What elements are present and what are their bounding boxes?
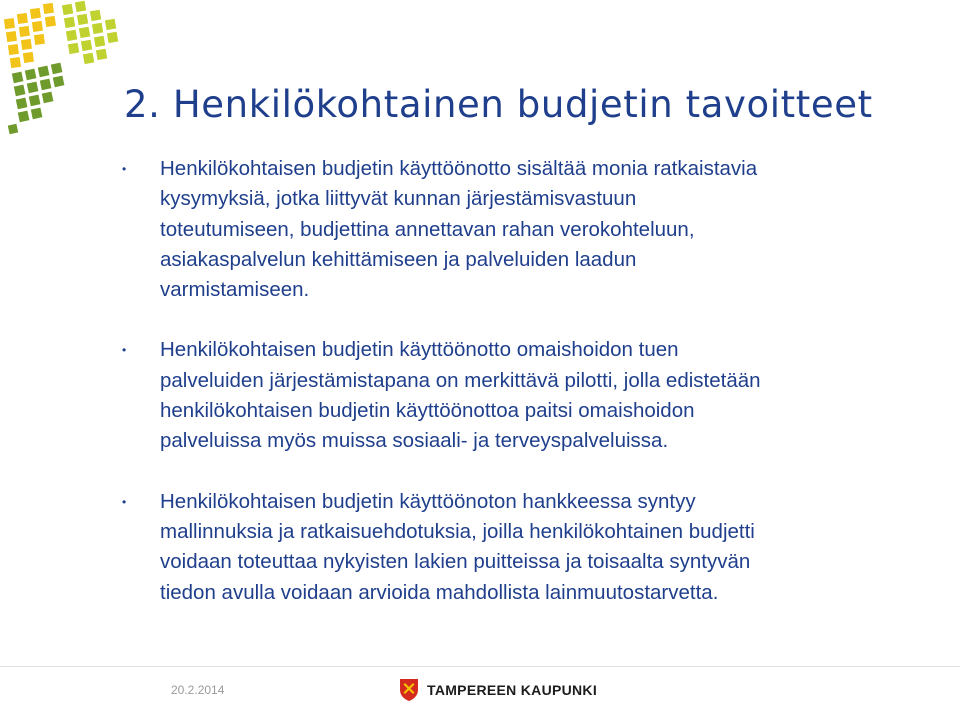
bullet-dot-icon: • xyxy=(122,494,127,509)
bullet-list xyxy=(122,154,942,608)
footer-divider xyxy=(0,666,960,667)
bullet-dot-icon: • xyxy=(122,343,127,358)
bullet-line: Henkilökohtaisen budjetin käyttöönoton hankkeessa syntyy xyxy=(160,489,696,513)
bullet-line: palveluissa myös muissa sosiaali- ja terveyspalveluissa. xyxy=(160,429,669,453)
bullet-line: henkilökohtaisen budjetin käyttöönottoa paitsi omaishoidon xyxy=(160,399,695,423)
bullet-line: voidaan toteuttaa nykyisten lakien puitteissa ja toisaalta syntyvän xyxy=(160,550,751,574)
bullet-line: Henkilökohtaisen budjetin käyttöönotto omaishoidon tuen xyxy=(160,338,679,362)
bullet-line: varmistamiseen. xyxy=(160,278,310,302)
slide-title: 2. Henkilökohtainen budjetin tavoitteet xyxy=(124,83,873,126)
bullet-line: mallinnuksia ja ratkaisuehdotuksia, joilla henkilökohtainen budjetti xyxy=(160,519,755,543)
bullet-line: toteutumiseen, budjettina annettavan rahan verokohteluun, xyxy=(160,217,695,241)
bullet-line: Henkilökohtaisen budjetin käyttöönotto sisältää monia ratkaistavia xyxy=(160,157,758,180)
bullet-line: asiakaspalvelun kehittämiseen ja palveluiden laadun xyxy=(160,247,637,271)
bullet-item xyxy=(122,487,942,608)
bullet-item xyxy=(122,335,942,456)
bullet-line: kysymyksiä, jotka liittyvät kunnan järjestämisvastuun xyxy=(160,187,637,211)
field-pattern-logo-icon xyxy=(0,0,140,140)
footer-date: 20.2.2014 xyxy=(171,683,225,697)
organization-name: TAMPEREEN KAUPUNKI xyxy=(427,682,598,698)
tampere-crest-icon xyxy=(399,678,419,702)
bullet-item xyxy=(122,154,942,305)
bullet-dot-icon: • xyxy=(122,162,127,176)
bullet-line: palveluiden järjestämistapana on merkittävä pilotti, jolla edistetään xyxy=(160,368,761,392)
footer-brand xyxy=(399,677,597,703)
bullet-line: tiedon avulla voidaan arvioida mahdollista lainmuutostarvetta. xyxy=(160,580,719,604)
